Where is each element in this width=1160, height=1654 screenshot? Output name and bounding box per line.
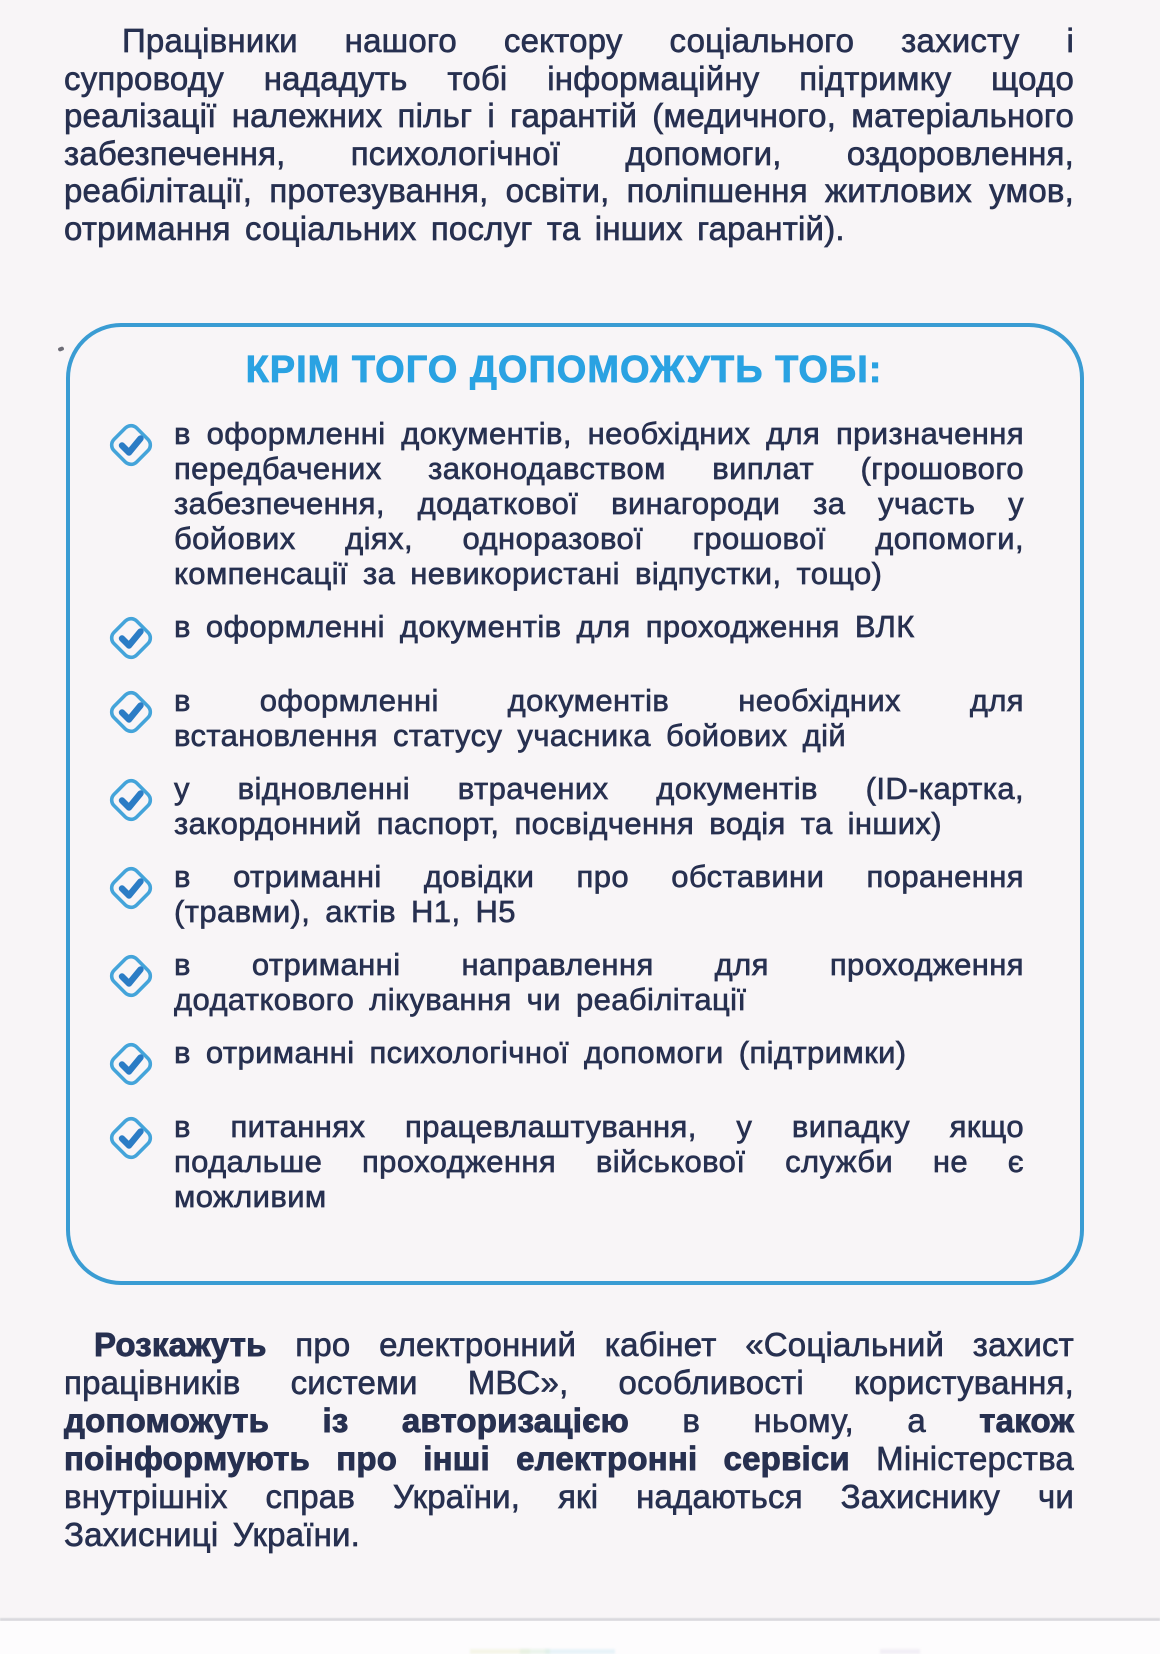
bold-text-segment: Розкажуть — [94, 1326, 267, 1363]
help-list-item — [104, 859, 1024, 929]
scan-artifact — [520, 1649, 550, 1654]
help-item-text: в оформленні документів необхідних для встановлення статусу учасника бойових дій — [174, 683, 1024, 753]
intro-paragraph: Працівники нашого сектору соціального захисту і супроводу нададуть тобі інформаційну підтримку щодо реалізації належних пільг і гарантій (медичного, матеріального забезпечення, психологічної допомоги, оздоровлення, реабілітації, протезування, освіти, поліпшення житлових умов, отримання соціальних послуг та інших гарантій). — [64, 22, 1074, 247]
bold-text-segment: допоможуть із авторизацією — [64, 1402, 629, 1439]
text-segment: Міністерства внутрішніх справ України, які надаються Захиснику чи Захисниці України. — [64, 1440, 1074, 1553]
diamond-check-icon — [104, 773, 158, 827]
help-list-item — [104, 1109, 1024, 1214]
diamond-check-icon — [104, 685, 158, 739]
diamond-check-icon — [104, 1111, 158, 1165]
help-item-text: у відновленні втрачених документів (ID-картка, закордонний паспорт, посвідчення водія та інших) — [174, 771, 1024, 841]
help-list — [104, 416, 1024, 1214]
help-box — [66, 323, 1084, 1285]
help-list-item — [104, 609, 1024, 665]
bold-text-segment: також поінформують про інші електронні сервіси — [64, 1402, 1074, 1477]
scan-artifact — [545, 1649, 615, 1654]
outro-paragraph — [64, 1326, 1074, 1554]
page-bottom-edge — [0, 1621, 1160, 1654]
scan-speck — [57, 346, 64, 352]
diamond-check-icon — [104, 1037, 158, 1091]
text-segment: в ньому, а — [628, 1402, 980, 1439]
help-list-item — [104, 683, 1024, 753]
help-item-text: в оформленні документів для проходження ВЛК — [174, 609, 915, 644]
help-item-text: в питаннях працевлаштування, у випадку якщо подальше проходження військової служби не є можливим — [174, 1109, 1024, 1214]
help-item-text: в отриманні направлення для проходження додаткового лікування чи реабілітації — [174, 947, 1024, 1017]
help-item-text: в оформленні документів, необхідних для призначення передбачених законодавством виплат (грошового забезпечення, додаткової винагороди за участь у бойових діях, одноразової грошової допомоги, компенсації за невикористані відпустки, тощо) — [174, 416, 1024, 591]
help-box-title: КРІМ ТОГО ДОПОМОЖУТЬ ТОБІ: — [245, 349, 883, 391]
scan-artifact — [880, 1649, 920, 1654]
text-segment: про електронний кабінет «Соціальний захист працівників системи МВС», особливості користування, — [64, 1326, 1074, 1401]
help-item-text: в отриманні психологічної допомоги (підтримки) — [174, 1035, 907, 1070]
diamond-check-icon — [104, 949, 158, 1003]
diamond-check-icon — [104, 418, 158, 472]
help-list-item — [104, 1035, 1024, 1091]
help-list-item — [104, 947, 1024, 1017]
help-list-item — [104, 416, 1024, 591]
help-item-text: в отриманні довідки про обставини поранення (травми), актів Н1, Н5 — [174, 859, 1024, 929]
diamond-check-icon — [104, 611, 158, 665]
help-list-item — [104, 771, 1024, 841]
diamond-check-icon — [104, 861, 158, 915]
